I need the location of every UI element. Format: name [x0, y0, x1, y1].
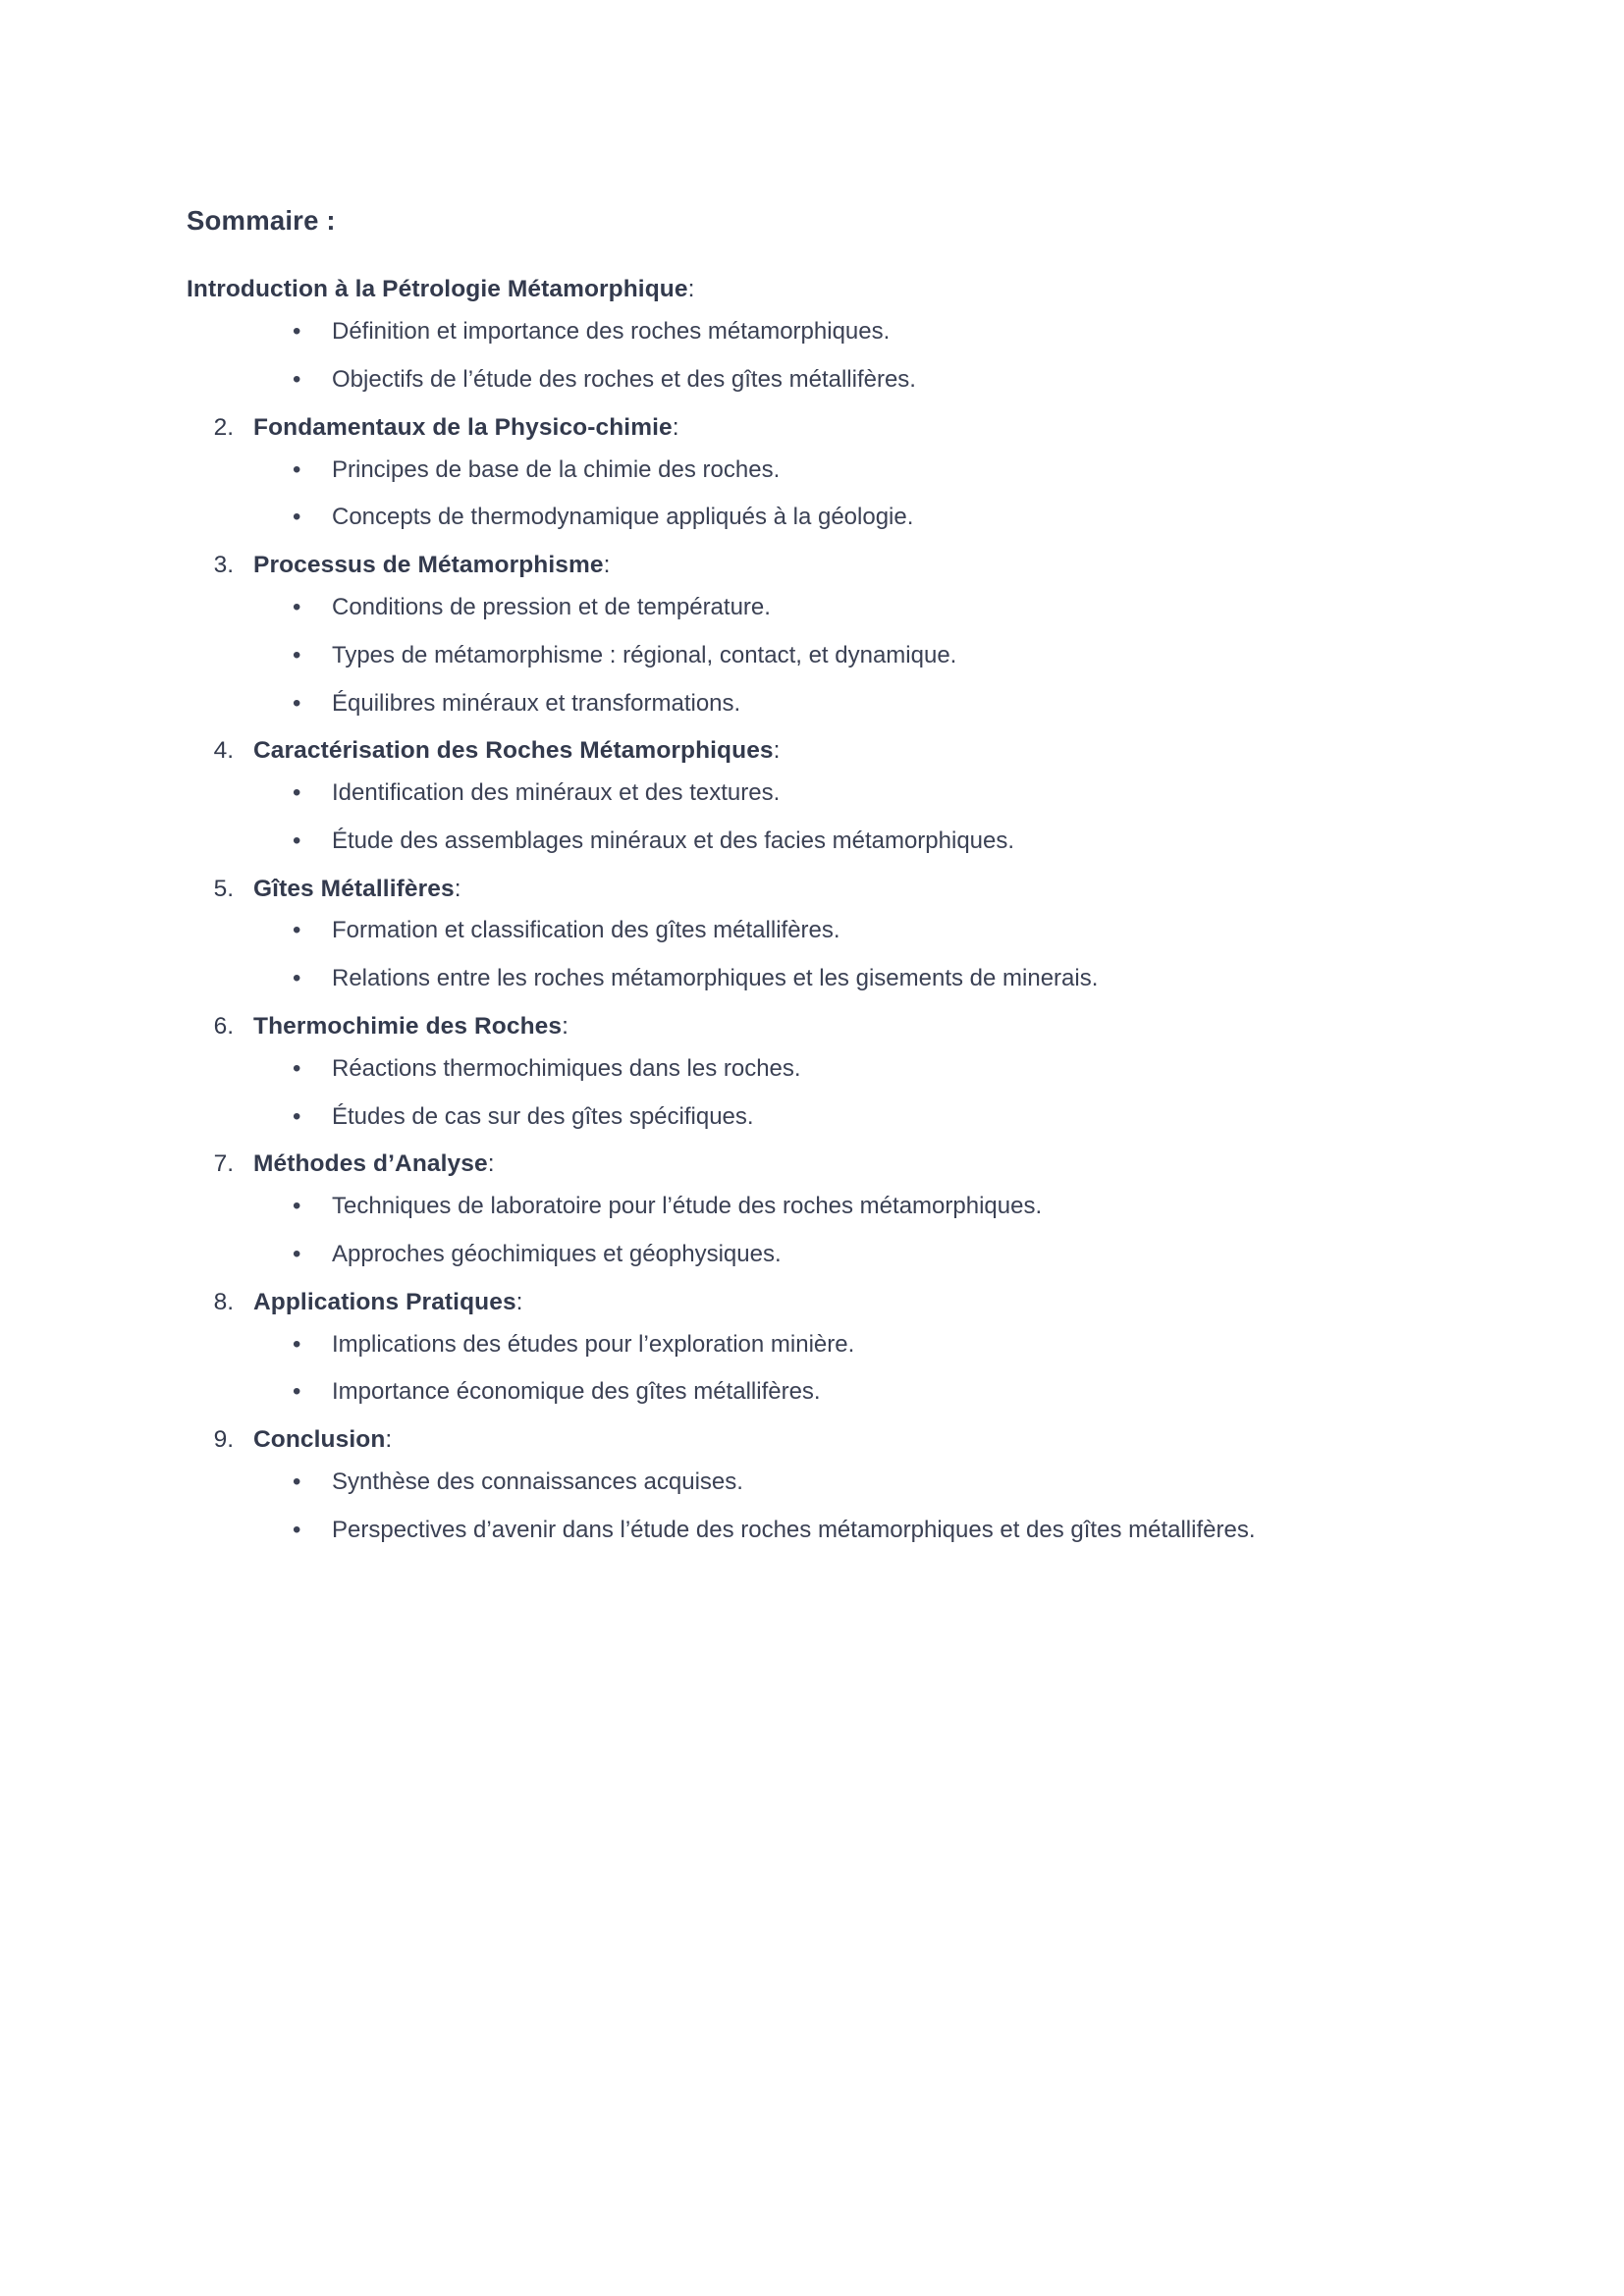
- toc-subentry[interactable]: [187, 1328, 1394, 1362]
- bullet-icon: •: [293, 1468, 301, 1495]
- bullet-icon: •: [293, 1193, 301, 1220]
- toc-entry-heading[interactable]: [187, 1010, 1394, 1044]
- toc-subentry-label: Types de métamorphisme : régional, contact, et dynamique.: [332, 641, 957, 668]
- toc-entry-heading[interactable]: [187, 734, 1394, 769]
- toc-entry: [187, 734, 1394, 858]
- toc-subentry-label: Concepts de thermodynamique appliqués à la géologie.: [332, 504, 914, 531]
- toc-entry-colon: :: [773, 737, 781, 765]
- bullet-icon: •: [293, 1241, 301, 1267]
- toc-subentry[interactable]: [187, 639, 1394, 673]
- bullet-icon: •: [293, 779, 301, 807]
- toc-entry-heading[interactable]: [187, 411, 1394, 446]
- toc-subentry[interactable]: [187, 454, 1394, 488]
- toc-entry: [187, 873, 1394, 996]
- toc-subentry[interactable]: [187, 914, 1394, 948]
- bullet-icon: •: [293, 504, 301, 531]
- toc-entry: [187, 273, 1394, 397]
- toc-entry-heading[interactable]: [187, 1148, 1394, 1182]
- table-of-contents: [187, 273, 1394, 1547]
- toc-entry-number: 3.: [213, 552, 234, 579]
- toc-subentry-label: Approches géochimiques et géophysiques.: [332, 1241, 782, 1267]
- toc-entry-colon: :: [454, 875, 461, 902]
- toc-entry-sublist: [187, 776, 1394, 859]
- toc-entry-colon: :: [672, 413, 679, 441]
- toc-entry-number: 2.: [213, 413, 234, 441]
- toc-entry-heading[interactable]: [187, 1423, 1394, 1458]
- toc-subentry[interactable]: [187, 363, 1394, 398]
- toc-entry: [187, 1286, 1394, 1410]
- toc-entry: [187, 1010, 1394, 1134]
- toc-entry-number: 7.: [213, 1150, 234, 1178]
- toc-subentry-label: Principes de base de la chimie des roches.: [332, 455, 781, 483]
- toc-subentry-label: Perspectives d’avenir dans l’étude des roches métamorphiques et des gîtes métallifères.: [332, 1516, 1256, 1543]
- toc-entry-number: 5.: [213, 875, 234, 902]
- toc-entry-colon: :: [515, 1288, 523, 1315]
- toc-subentry-label: Techniques de laboratoire pour l’étude des roches métamorphiques.: [332, 1193, 1043, 1220]
- toc-entry-title: Méthodes d’Analyse: [253, 1150, 488, 1178]
- toc-subentry[interactable]: [187, 1100, 1394, 1135]
- toc-entry-sublist: [187, 1328, 1394, 1411]
- toc-entry-colon: :: [603, 552, 611, 579]
- toc-entry-sublist: [187, 315, 1394, 398]
- toc-subentry[interactable]: [187, 1238, 1394, 1272]
- toc-entry-colon: :: [562, 1013, 568, 1041]
- toc-entry-sublist: [187, 591, 1394, 721]
- toc-entry: [187, 1423, 1394, 1547]
- bullet-icon: •: [293, 1054, 301, 1082]
- toc-entry: [187, 411, 1394, 535]
- toc-subentry-label: Identification des minéraux et des textures.: [332, 779, 781, 807]
- toc-subentry[interactable]: [187, 687, 1394, 721]
- toc-subentry-label: Équilibres minéraux et transformations.: [332, 689, 741, 717]
- toc-subentry[interactable]: [187, 1375, 1394, 1410]
- toc-subentry[interactable]: [187, 591, 1394, 625]
- bullet-icon: •: [293, 365, 301, 393]
- toc-entry-heading[interactable]: [187, 549, 1394, 583]
- toc-entry-title: Conclusion: [253, 1426, 386, 1454]
- bullet-icon: •: [293, 318, 301, 346]
- toc-entry-number: 6.: [213, 1013, 234, 1041]
- toc-entry-title: Fondamentaux de la Physico-chimie: [253, 413, 673, 441]
- toc-entry-number: 8.: [213, 1288, 234, 1315]
- toc-entry-heading[interactable]: [187, 873, 1394, 907]
- bullet-icon: •: [293, 641, 301, 668]
- toc-entry-sublist: [187, 1190, 1394, 1272]
- bullet-icon: •: [293, 1102, 301, 1130]
- toc-subentry[interactable]: [187, 1514, 1394, 1548]
- bullet-icon: •: [293, 689, 301, 717]
- bullet-icon: •: [293, 827, 301, 854]
- toc-entry-colon: :: [687, 276, 695, 303]
- toc-subentry-label: Relations entre les roches métamorphiques et les gisements de minerais.: [332, 965, 1099, 992]
- toc-entry-sublist: [187, 1466, 1394, 1548]
- toc-subentry-label: Objectifs de l’étude des roches et des gîtes métallifères.: [332, 365, 916, 393]
- toc-subentry-label: Formation et classification des gîtes métallifères.: [332, 917, 840, 944]
- toc-subentry-label: Importance économique des gîtes métallifères.: [332, 1378, 821, 1406]
- bullet-icon: •: [293, 965, 301, 992]
- toc-entry: [187, 1148, 1394, 1271]
- toc-subentry[interactable]: [187, 825, 1394, 859]
- toc-subentry[interactable]: [187, 315, 1394, 349]
- toc-entry-sublist: [187, 1052, 1394, 1135]
- toc-entry-heading[interactable]: [187, 1286, 1394, 1320]
- bullet-icon: •: [293, 1330, 301, 1358]
- toc-entry-number: 9.: [213, 1426, 234, 1454]
- toc-entry-heading[interactable]: [187, 273, 1394, 307]
- toc-entry-sublist: [187, 454, 1394, 536]
- toc-entry-title: Caractérisation des Roches Métamorphiques: [253, 737, 774, 765]
- toc-entry-colon: :: [487, 1150, 495, 1178]
- toc-subentry[interactable]: [187, 1052, 1394, 1087]
- toc-entry-title: Thermochimie des Roches: [253, 1013, 563, 1041]
- toc-entry-colon: :: [385, 1426, 393, 1454]
- page-title: Sommaire :: [187, 205, 336, 236]
- toc-entry-title: Gîtes Métallifères: [253, 875, 455, 902]
- toc-subentry-label: Réactions thermochimiques dans les roches.: [332, 1054, 801, 1082]
- toc-entry-title: Introduction à la Pétrologie Métamorphique: [187, 276, 688, 303]
- bullet-icon: •: [293, 1378, 301, 1406]
- toc-subentry-label: Études de cas sur des gîtes spécifiques.: [332, 1102, 754, 1130]
- toc-entry-title: Applications Pratiques: [253, 1288, 516, 1315]
- toc-subentry[interactable]: [187, 501, 1394, 535]
- bullet-icon: •: [293, 455, 301, 483]
- toc-subentry-label: Implications des études pour l’exploration minière.: [332, 1330, 855, 1358]
- toc-subentry-label: Définition et importance des roches métamorphiques.: [332, 318, 891, 346]
- toc-subentry[interactable]: [187, 962, 1394, 996]
- bullet-icon: •: [293, 1516, 301, 1543]
- toc-subentry-label: Conditions de pression et de température.: [332, 593, 771, 620]
- bullet-icon: •: [293, 593, 301, 620]
- toc-entry: [187, 549, 1394, 721]
- bullet-icon: •: [293, 917, 301, 944]
- document-content: [187, 204, 1394, 1562]
- toc-entry-number: 4.: [213, 737, 234, 765]
- toc-subentry[interactable]: [187, 776, 1394, 811]
- toc-subentry-label: Synthèse des connaissances acquises.: [332, 1468, 743, 1495]
- toc-subentry[interactable]: [187, 1466, 1394, 1500]
- toc-subentry-label: Étude des assemblages minéraux et des facies métamorphiques.: [332, 827, 1015, 854]
- toc-subentry[interactable]: [187, 1190, 1394, 1224]
- toc-entry-title: Processus de Métamorphisme: [253, 552, 604, 579]
- toc-entry-sublist: [187, 914, 1394, 996]
